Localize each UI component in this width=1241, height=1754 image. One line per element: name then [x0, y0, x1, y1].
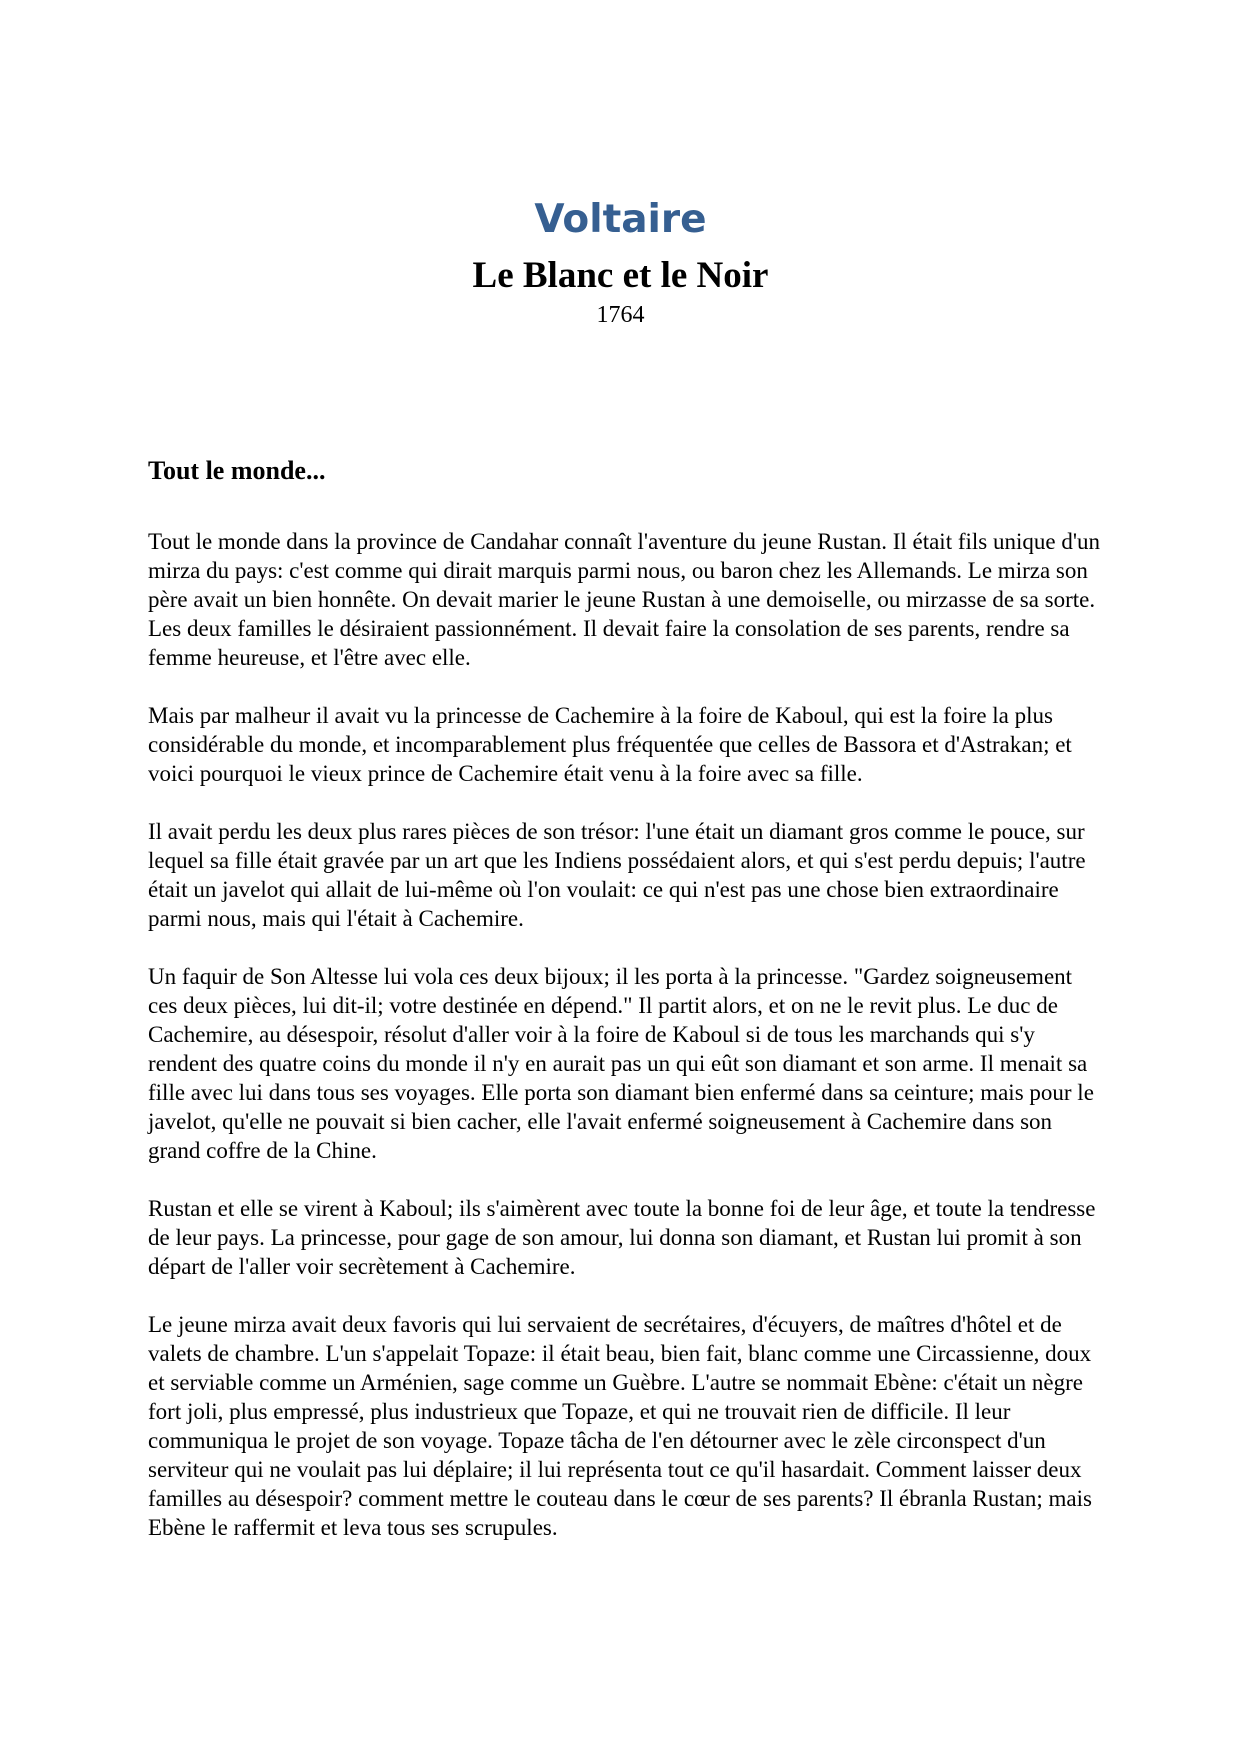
section-heading: Tout le monde... [148, 456, 326, 485]
paragraph: Il avait perdu les deux plus rares pièces de son trésor: l'une était un diamant gros comme le pouce, sur lequel sa fille était gravée par un art que les Indiens possédaient alors, et qui s'est perdu depuis; l'autre était un javelot qui allait de lui-même où l'on voulait: ce qui n'est pas une chose bien extraordinaire parmi nous, mais qui l'était à Cachemire. [148, 819, 1086, 931]
chapter-body [148, 455, 1103, 1571]
author-name: Voltaire [534, 197, 707, 242]
publication-year: 1764 [596, 302, 645, 328]
paragraph: Rustan et elle se virent à Kaboul; ils s'aimèrent avec toute la bonne foi de leur âge, et toute la tendresse de leur pays. La princesse, pour gage de son amour, lui donna son diamant, et Rustan lui promit à son départ de l'aller voir secrètement à Cachemire. [148, 1196, 1096, 1279]
paragraph: Mais par malheur il avait vu la princesse de Cachemire à la foire de Kaboul, qui est la foire la plus considérable du monde, et incomparablement plus fréquentée que celles de Bassora et d'Astrakan; et voici pourquoi le vieux prince de Cachemire était venu à la foire avec sa fille. [148, 703, 1072, 786]
paragraph: Tout le monde dans la province de Candahar connaît l'aventure du jeune Rustan. Il était fils unique d'un mirza du pays: c'est comme qui dirait marquis parmi nous, ou baron chez les Allemands. Le mirza son père avait un bien honnête. On devait marier le jeune Rustan à une demoiselle, ou mirzasse de sa sorte. Les deux familles le désiraient passionnément. Il devait faire la consolation de ses parents, rendre sa femme heureuse, et l'être avec elle. [148, 529, 1100, 670]
paragraph: Un faquir de Son Altesse lui vola ces deux bijoux; il les porta à la princesse. "Gardez soigneusement ces deux pièces, lui dit-il; votre destinée en dépend." Il partit alors, et on ne le revit plus. Le duc de Cachemire, au désespoir, résolut d'aller voir à la foire de Kaboul si de tous les marchands qui s'y rendent des quatre coins du monde il n'y en aurait pas un qui eût son diamant et son arme. Il menait sa fille avec lui dans tous ses voyages. Elle porta son diamant bien enfermé dans sa ceinture; mais pour le javelot, qu'elle ne pouvait si bien cacher, elle l'avait enfermé soigneusement à Cachemire dans son grand coffre de la Chine. [148, 964, 1094, 1163]
paragraph: Le jeune mirza avait deux favoris qui lui servaient de secrétaires, d'écuyers, de maîtres d'hôtel et de valets de chambre. L'un s'appelait Topaze: il était beau, bien fait, blanc comme une Circassienne, doux et serviable comme un Arménien, sage comme un Guèbre. L'autre se nommait Ebène: c'était un nègre fort joli, plus empressé, plus industrieux que Topaze, et qui ne trouvait rien de difficile. Il leur communiqua le projet de son voyage. Topaze tâcha de l'en détourner avec le zèle circonspect d'un serviteur qui ne voulait pas lui déplaire; il lui représenta tout ce qu'il hasardait. Comment laisser deux familles au désespoir? comment mettre le couteau dans le cœur de ses parents? Il ébranla Rustan; mais Ebène le raffermit et leva tous ses scrupules. [148, 1312, 1092, 1540]
work-title: Le Blanc et le Noir [472, 255, 769, 296]
